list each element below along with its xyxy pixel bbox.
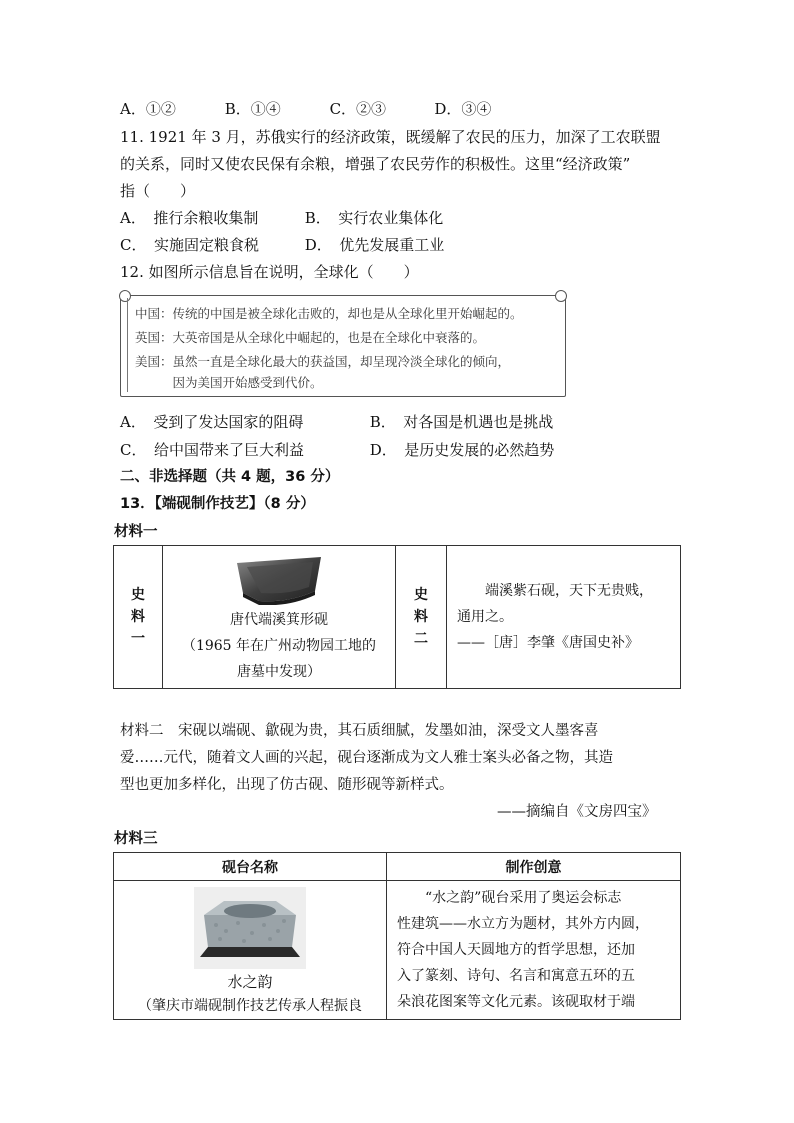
inkstone-image: [229, 553, 329, 605]
item-note: （肇庆市端砚制作技艺传承人程振良: [138, 998, 362, 1014]
scroll-line-china: 中国：传统的中国是被全球化击败的，却也是从全球化里开始崛起的。: [135, 306, 523, 321]
q11-option-b: B． 实行农业集体化: [304, 209, 444, 227]
scroll-line-usa: 美国：虽然一直是全球化最大的获益国，却呈现冷淡全球化的倾向，: [135, 354, 511, 369]
col-header-name: 砚台名称: [114, 853, 387, 881]
q12-option-d: D． 是历史发展的必然趋势: [369, 441, 555, 459]
idea-cell: [387, 881, 681, 1020]
scroll-curl-top-right: [555, 290, 567, 302]
material-1-table: [113, 545, 681, 689]
q13-title: 13．【端砚制作技艺】（8 分）: [120, 496, 315, 512]
q10-option-d: D．③④: [434, 100, 492, 118]
q12-options-row-1: [120, 411, 553, 433]
idea-line-2: 性建筑——水立方为题材，其外方内圆，: [397, 916, 649, 932]
scroll-left-roller: [127, 298, 128, 392]
scroll-line-britain: 英国：大英帝国是从全球化中崛起的，也是在全球化中衰落的。: [135, 330, 486, 345]
section-2-heading: 二、非选择题（共 4 题，36 分）: [120, 469, 340, 485]
q11-option-d: D． 优先发展重工业: [304, 236, 445, 254]
q12-stem: 12. 如图所示信息旨在说明，全球化（ ）: [120, 263, 419, 281]
quote-line-1: 端溪紫石砚，天下无贵贱，: [485, 583, 653, 599]
quote-source: ——［唐］李肇《唐国史补》: [457, 635, 639, 651]
source-label-2: 史料二: [414, 587, 428, 647]
scroll-curl-top-left: [119, 290, 131, 302]
q12-options-row-2: [120, 439, 554, 461]
label-cell-2: [396, 546, 447, 689]
artifact-name: 唐代端溪箕形砚: [230, 612, 328, 628]
material-2-line-1: 材料二 宋砚以端砚、歙砚为贵，其石质细腻，发墨如油，深受文人墨客喜: [120, 723, 599, 739]
q10-option-b: B．①④: [224, 100, 281, 118]
q10-option-c: C．②③: [329, 100, 387, 118]
artifact-note-1: （1965 年在广州动物园工地的: [181, 638, 377, 654]
q11-stem-line-2: 的关系，同时又使农民保有余粮，增强了农民劳作的积极性。这里“经济政策”: [120, 155, 631, 173]
q10-option-a: A．①②: [120, 100, 176, 118]
material-2-source: ——摘编自《文房四宝》: [497, 804, 657, 820]
material-3-label: 材料三: [114, 831, 158, 847]
q11-options-row-2: [120, 234, 444, 256]
q10-options-row: [120, 98, 534, 120]
quote-cell: [447, 546, 681, 689]
q12-option-b: B． 对各国是机遇也是挑战: [369, 413, 554, 431]
material-3-table: [113, 852, 681, 1020]
idea-line-4: 入了篆刻、诗句、名言和寓意五环的五: [397, 968, 635, 984]
material-1-label: 材料一: [114, 524, 158, 540]
source-label-1: 史料一: [131, 587, 145, 647]
q12-option-a: A． 受到了发达国家的阻碍: [120, 413, 304, 431]
quote-line-2: 通用之。: [457, 609, 513, 625]
material-2-line-2: 爱……元代，随着文人画的兴起，砚台逐渐成为文人雅士案头必备之物，其造: [120, 750, 613, 766]
material-2-line-3: 型也更加多样化，出现了仿古砚、随形砚等新样式。: [120, 777, 454, 793]
item-cell: [114, 881, 387, 1020]
idea-line-3: 符合中国人天圆地方的哲学思想，还加: [397, 942, 635, 958]
globalization-scroll-box: [120, 295, 566, 397]
water-cube-inkstone-image: [194, 887, 306, 969]
q11-stem-line-3: 指（ ）: [120, 182, 196, 200]
scroll-line-usa-cont: 因为美国开始感受到代价。: [135, 375, 323, 390]
item-name: 水之韵: [227, 973, 273, 991]
col-header-idea: 制作创意: [387, 853, 681, 881]
q11-options-row-1: [120, 207, 443, 229]
label-cell-1: [114, 546, 163, 689]
q11-stem-line-1: 11. 1921 年 3 月，苏俄实行的经济政策，既缓解了农民的压力，加深了工农联盟: [120, 128, 661, 146]
idea-line-1: “水之韵”砚台采用了奥运会标志: [425, 890, 622, 906]
q12-option-c: C． 给中国带来了巨大利益: [120, 441, 304, 459]
idea-line-5: 朵浪花图案等文化元素。该砚取材于端: [397, 994, 635, 1010]
artifact-note-2: 唐墓中发现）: [237, 664, 321, 680]
artifact-cell: [163, 546, 396, 689]
q11-option-a: A． 推行余粮收集制: [120, 209, 259, 227]
q11-option-c: C． 实施固定粮食税: [120, 236, 259, 254]
